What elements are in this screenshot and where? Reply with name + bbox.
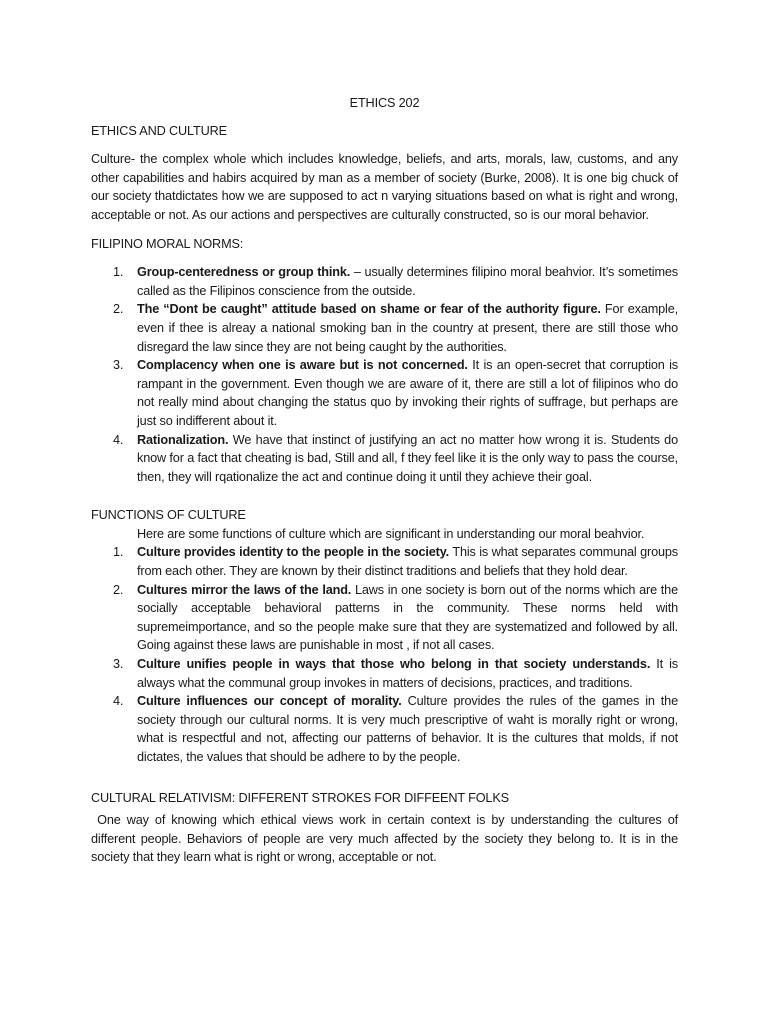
section-heading-ethics-and-culture: ETHICS AND CULTURE (91, 123, 227, 138)
list-item (91, 655, 678, 692)
list-item-title: Culture provides identity to the people in the society. (137, 545, 450, 560)
list-item (91, 356, 678, 430)
list-number: 1. (113, 265, 124, 280)
list-item-title: Cultures mirror the laws of the land. (137, 582, 352, 597)
list-number: 4. (113, 432, 124, 447)
list-item-text: For example, even if thee is alreay a national smoking ban in the country at present, there are still those who disregard the law since they are not being caught by the authorities. (137, 302, 678, 354)
list-item-title: Group-centeredness or group think. (137, 265, 351, 280)
list-number: 2. (113, 302, 124, 317)
list-number: 4. (113, 694, 124, 709)
section-heading-filipino-moral-norms: FILIPINO MORAL NORMS: (91, 236, 244, 251)
list-item (91, 543, 678, 580)
list-item-text: – usually determines filipino moral beahvior. It’s sometimes called as the Filipinos conscience from the outside. (137, 265, 678, 298)
list-item (91, 431, 678, 487)
list-number: 1. (113, 545, 124, 560)
list-item-title: Complacency when one is aware but is not concerned. (137, 358, 468, 373)
list-item (91, 692, 678, 766)
list-item-title: Culture influences our concept of morality. (137, 694, 402, 709)
list-item-title: The “Dont be caught” attitude based on shame or fear of the authority figure. (137, 302, 601, 317)
functions-intro: Here are some functions of culture which are significant in understanding our moral beahvior. (137, 526, 645, 541)
section-heading-functions-of-culture: FUNCTIONS OF CULTURE (91, 508, 246, 523)
list-item-text: It is an open-secret that corruption is rampant in the government. Even though we are aware of it, there are still a lot of filipinos who do not really mind about changing the status quo by invoking their rights of suffrage, but perhaps are just so indifferent about it. (137, 358, 678, 428)
document-title: ETHICS 202 (349, 96, 420, 110)
culture-functions-list (91, 543, 678, 766)
list-item-title: Rationalization. (137, 432, 229, 447)
culture-definition-paragraph: Culture- the complex whole which includes knowledge, beliefs, and arts, morals, law, customs, and any other capabilities and habirs acquired by man as a member of society (Burke, 2008). It is one big chuck of our society thatdictates how we are supposed to act n varying situations based on what is right and wrong, acceptable or not. As our actions and perspectives are culturally constructed, so is our moral behavior. (91, 152, 678, 222)
section-heading-cultural-relativism: CULTURAL RELATIVISM: DIFFERENT STROKES FOR DIFFEENT FOLKS (91, 790, 509, 805)
list-item-title: Culture unifies people in ways that those who belong in that society understands. (137, 657, 651, 672)
moral-norms-list (91, 263, 678, 486)
cultural-relativism-paragraph: One way of knowing which ethical views work in certain context is by understanding the cultures of different people. Behaviors of people are very much affected by the society they belong to. It is in the society that they learn what is right or wrong, acceptable or not. (91, 813, 682, 865)
list-number: 3. (113, 657, 124, 672)
list-item (91, 300, 678, 356)
list-item (91, 263, 678, 300)
list-item-text: It is always what the communal group invokes in matters of decisions, practices, and traditions. (137, 657, 678, 690)
list-item-text: Laws in one society is born out of the norms which are the socially acceptable behavioral patterns in the community. These norms held with supremeimportance, and so the people make sure that they are systematized and followed by all. Going against these laws are punishable in most , if not all cases. (137, 582, 678, 653)
list-item (91, 581, 678, 655)
list-item-text: Culture provides the rules of the games in the society through our cultural norms. It is very much prescriptive of waht is morally right or wrong, what is respectful and not, affecting our patterns of behavior. It is the cultures that molds, if not dictates, the values that should be adhere to by the people. (137, 694, 678, 764)
list-item-text: This is what separates communal groups from each other. They are known by their distinct traditions and beliefs that they hold dear. (137, 545, 678, 579)
list-item-text: We have that instinct of justifying an act no matter how wrong it is. Students do know for a fact that cheating is bad, Still and all, f they feel like it is the only way to pass the course, then, they will rqationalize the act and continue doing it until they achieve their goal. (137, 432, 678, 484)
list-number: 3. (113, 358, 124, 373)
list-number: 2. (113, 582, 124, 597)
